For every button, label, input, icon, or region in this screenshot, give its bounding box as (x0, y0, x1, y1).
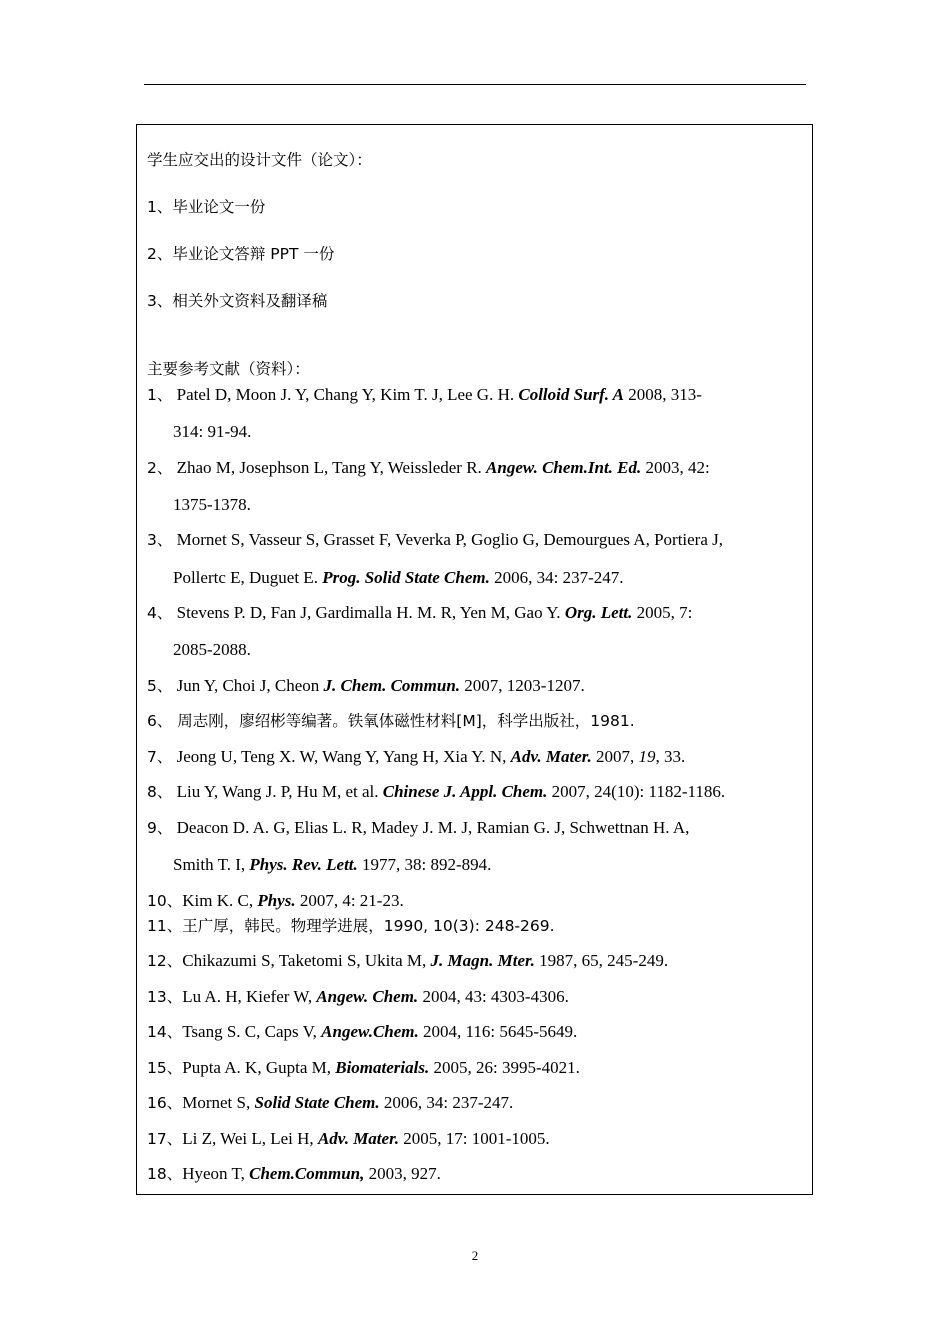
reference-item (147, 950, 668, 972)
reference-text: 王广厚，韩民。物理学进展，1990, 10(3): 248-269. (182, 917, 555, 935)
reference-details: 1977, 38: 892-894. (357, 855, 492, 874)
reference-journal: Angew.Chem. (321, 1022, 419, 1041)
reference-details: 2003, 927. (364, 1164, 441, 1183)
deliverable-item: 1、毕业论文一份 (147, 198, 266, 216)
reference-item (147, 1128, 550, 1150)
deliverable-item: 3、相关外文资料及翻译稿 (147, 292, 328, 310)
reference-authors: Jun Y, Choi J, Cheon (172, 676, 324, 695)
reference-number: 3、 (147, 531, 173, 549)
reference-journal: Adv. Mater. (317, 1129, 400, 1148)
reference-item (147, 781, 725, 803)
reference-journal: Phys. Rev. Lett. (249, 855, 358, 874)
reference-item (147, 817, 689, 839)
reference-details: 2005, 17: 1001-1005. (399, 1129, 550, 1148)
reference-authors: Pollertc E, Duguet E. (173, 568, 323, 587)
reference-item (147, 1092, 513, 1114)
reference-journal: J. Magn. Mter. (430, 951, 535, 970)
reference-details: 2008, 313- (624, 385, 702, 404)
reference-item (147, 1021, 577, 1043)
reference-authors: Chikazumi S, Taketomi S, Ukita M, (182, 951, 431, 970)
reference-continuation: 2085-2088. (173, 640, 251, 659)
reference-journal: Angew. Chem. (316, 987, 419, 1006)
reference-authors: Hyeon T, (182, 1164, 250, 1183)
reference-number: 17、 (147, 1130, 183, 1148)
reference-details: 2004, 116: 5645-5649. (418, 1022, 578, 1041)
reference-pages: , 33. (655, 747, 686, 766)
reference-number: 15、 (147, 1059, 183, 1077)
reference-details: 2007, 24(10): 1182-1186. (547, 782, 726, 801)
reference-authors: Mornet S, Vasseur S, Grasset F, Veverka P, Goglio G, Demourgues A, Portiera J, (172, 530, 724, 549)
reference-details: 2007, 4: 21-23. (295, 891, 404, 910)
reference-journal: Chem.Commun, (249, 1164, 365, 1183)
reference-authors: Pupta A. K, Gupta M, (182, 1058, 336, 1077)
header-rule (144, 84, 806, 85)
reference-journal: Colloid Surf. A (518, 385, 625, 404)
reference-journal: Solid State Chem. (254, 1093, 380, 1112)
deliverable-item: 2、毕业论文答辩 PPT 一份 (147, 245, 335, 263)
reference-authors: Tsang S. C, Caps V, (182, 1022, 322, 1041)
reference-number: 4、 (147, 604, 173, 622)
reference-journal: J. Chem. Commun. (323, 676, 461, 695)
reference-number: 1、 (147, 386, 173, 404)
reference-authors: Mornet S, (182, 1093, 255, 1112)
reference-authors: Li Z, Wei L, Lei H, (182, 1129, 318, 1148)
reference-details: 2007, 1203-1207. (460, 676, 585, 695)
reference-number: 12、 (147, 952, 183, 970)
reference-item (147, 746, 685, 768)
reference-authors: Stevens P. D, Fan J, Gardimalla H. M. R, Yen M, Gao Y. (172, 603, 565, 622)
reference-number: 7、 (147, 748, 173, 766)
reference-item (147, 384, 702, 406)
reference-number: 8、 (147, 783, 173, 801)
reference-number: 5、 (147, 677, 173, 695)
reference-item (147, 890, 404, 912)
document-table-cell (136, 124, 813, 1195)
reference-item (147, 529, 723, 551)
reference-number: 10、 (147, 892, 183, 910)
reference-number: 6、 (147, 712, 173, 730)
reference-number: 9、 (147, 819, 173, 837)
reference-details: 2006, 34: 237-247. (489, 568, 624, 587)
reference-volume: 19 (638, 747, 656, 766)
reference-number: 2、 (147, 459, 173, 477)
reference-authors: Smith T. I, (173, 855, 250, 874)
reference-item (147, 457, 710, 479)
reference-journal: Org. Lett. (564, 603, 633, 622)
reference-continuation: 314: 91-94. (173, 422, 252, 441)
reference-continuation (173, 567, 624, 589)
reference-journal: Biomaterials. (335, 1058, 430, 1077)
deliverables-heading: 学生应交出的设计文件（论文）： (147, 151, 372, 169)
reference-journal: Adv. Mater. (510, 747, 592, 766)
reference-details: 2007, (591, 747, 639, 766)
reference-journal: Prog. Solid State Chem. (322, 568, 490, 587)
reference-journal: Chinese J. Appl. Chem. (382, 782, 548, 801)
reference-number: 14、 (147, 1023, 183, 1041)
page-number: 2 (471, 1248, 479, 1263)
reference-number: 16、 (147, 1094, 183, 1112)
reference-item (147, 986, 569, 1008)
reference-authors: Deacon D. A. G, Elias L. R, Madey J. M. J, Ramian G. J, Schwettnan H. A, (172, 818, 690, 837)
reference-continuation: 1375-1378. (173, 495, 251, 514)
references-heading: 主要参考文献（资料）： (147, 360, 310, 378)
reference-text: 周志刚，廖绍彬等编著。铁氧体磁性材料[M]，科学出版社，1981. (172, 712, 635, 730)
reference-number: 13、 (147, 988, 183, 1006)
reference-details: 2006, 34: 237-247. (379, 1093, 514, 1112)
reference-item (147, 710, 635, 732)
reference-item (147, 915, 555, 937)
reference-details: 1987, 65, 245-249. (534, 951, 669, 970)
reference-authors: Zhao M, Josephson L, Tang Y, Weissleder R. (172, 458, 487, 477)
reference-details: 2005, 7: (632, 603, 693, 622)
reference-number: 11、 (147, 917, 183, 935)
reference-details: 2003, 42: (641, 458, 710, 477)
reference-details: 2004, 43: 4303-4306. (418, 987, 569, 1006)
reference-item (147, 602, 692, 624)
reference-authors: Liu Y, Wang J. P, Hu M, et al. (172, 782, 383, 801)
reference-authors: Kim K. C, (182, 891, 258, 910)
reference-authors: Jeong U, Teng X. W, Wang Y, Yang H, Xia Y. N, (172, 747, 511, 766)
reference-journal: Angew. Chem.Int. Ed. (486, 458, 642, 477)
reference-item (147, 1057, 580, 1079)
reference-authors: Lu A. H, Kiefer W, (182, 987, 317, 1006)
reference-continuation (173, 854, 491, 876)
reference-details: 2005, 26: 3995-4021. (429, 1058, 580, 1077)
reference-number: 18、 (147, 1165, 183, 1183)
reference-item (147, 1163, 441, 1185)
reference-item (147, 675, 585, 697)
reference-journal: Phys. (257, 891, 296, 910)
reference-authors: Patel D, Moon J. Y, Chang Y, Kim T. J, Lee G. H. (172, 385, 519, 404)
